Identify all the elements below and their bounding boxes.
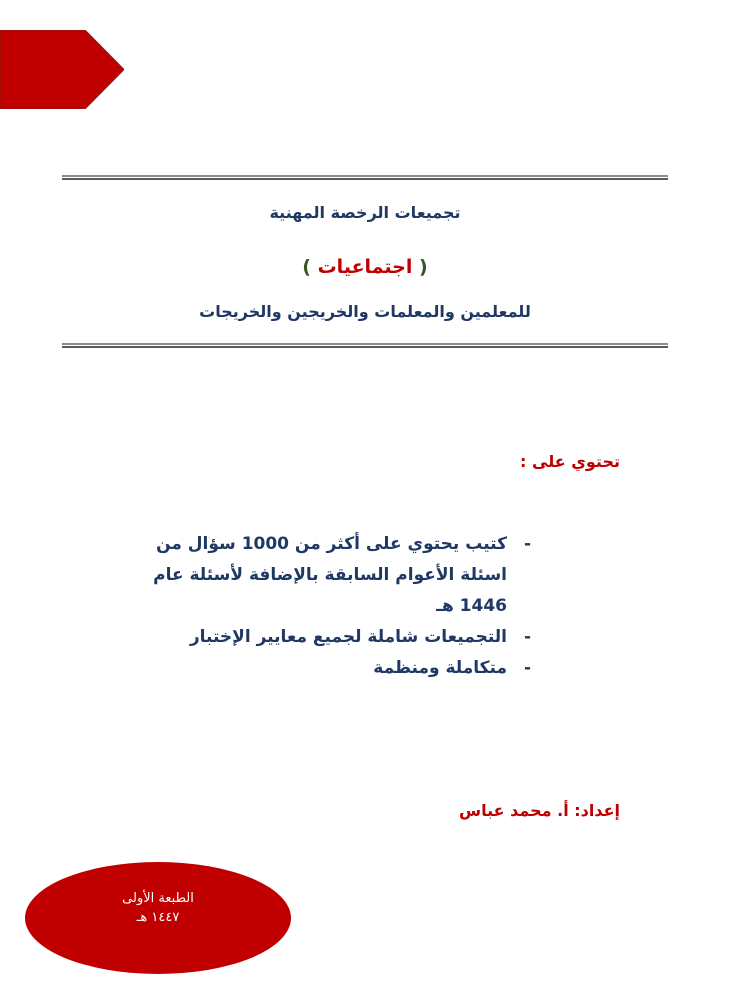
edition-year: ١٤٤٧ هـ bbox=[136, 910, 180, 925]
list-item-text: متكاملة ومنظمة bbox=[373, 658, 507, 678]
audience-line: للمعلمين والمعلمات والخريجين والخريجات bbox=[199, 302, 531, 321]
subject-line bbox=[62, 256, 668, 278]
list-item bbox=[121, 529, 531, 622]
list-item bbox=[121, 653, 531, 684]
list-item-text: كتيب يحتوي على أكثر من 1000 سؤال من اسئلة الأعوام السابقة بالإضافة لأسئلة عام 1446 هـ bbox=[153, 534, 507, 616]
red-pentagon-arrow-icon bbox=[0, 30, 124, 109]
list-item bbox=[121, 622, 531, 653]
subject-close-paren: ) bbox=[302, 256, 311, 278]
bullet-dash: - bbox=[523, 534, 531, 554]
bullet-dash: - bbox=[523, 658, 531, 678]
subject-open-paren: ( bbox=[419, 256, 428, 278]
subject-name: اجتماعيات bbox=[317, 256, 413, 278]
header-bottom-rule bbox=[62, 343, 668, 348]
header-top-rule bbox=[62, 175, 668, 180]
bullet-dash: - bbox=[523, 627, 531, 647]
list-item-text: التجميعات شاملة لجميع معايير الإختبار bbox=[189, 627, 507, 647]
edition-label: الطبعة الأولى bbox=[122, 891, 194, 906]
contents-list bbox=[121, 529, 531, 684]
contents-label: تحتوي على : bbox=[520, 452, 620, 471]
author-credit: إعداد: أ. محمد عباس bbox=[459, 801, 620, 820]
page-title: تجميعات الرخصة المهنية bbox=[269, 203, 461, 222]
